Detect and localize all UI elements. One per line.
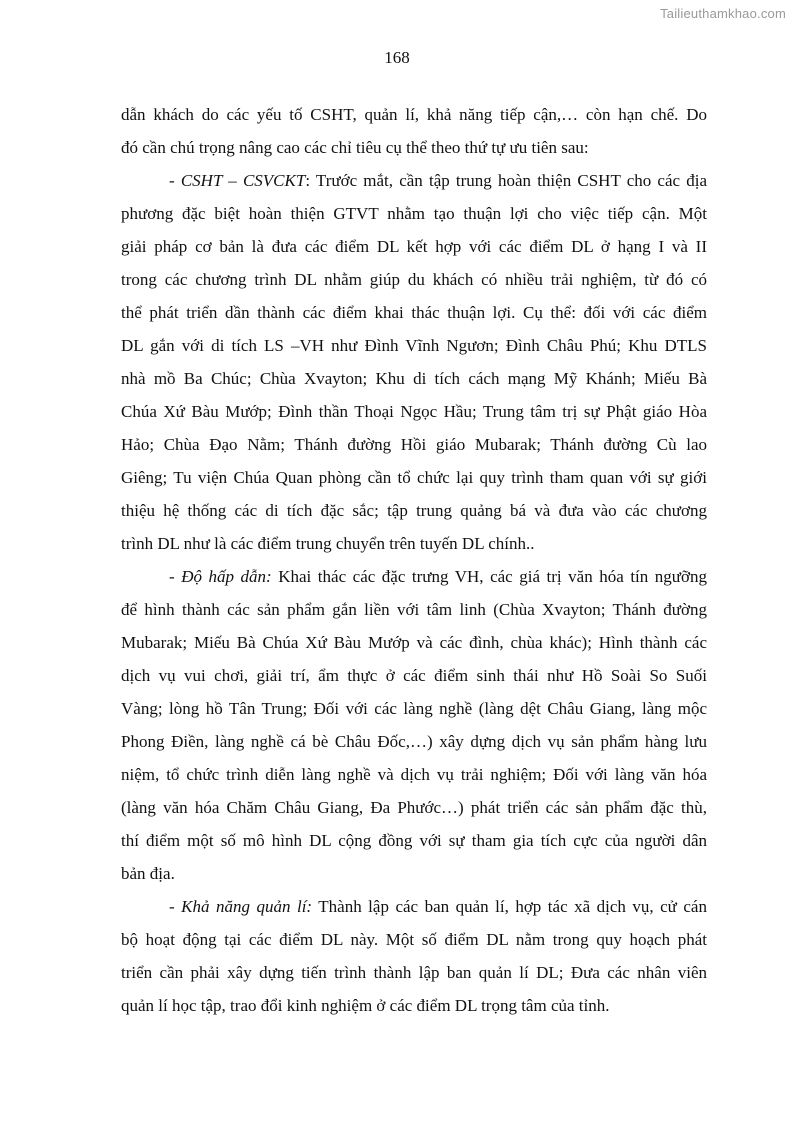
- paragraph-line: Mubarak; Miếu Bà Chúa Xứ Bàu Mướp và các đình, chùa khác); Hình thành các: [121, 633, 707, 652]
- section-heading: Khả năng quản lí:: [181, 897, 313, 916]
- body-text: [121, 98, 707, 1022]
- paragraph-line: Giêng; Tu viện Chúa Quan phòng cần tổ chức lại quy trình tham quan với sự giới: [121, 468, 707, 487]
- paragraph-line: thí điểm một số mô hình DL cộng đồng với sự tham gia tích cực của người dân: [121, 831, 707, 850]
- paragraph-line: bộ hoạt động tại các điểm DL này. Một số điểm DL nằm trong quy hoạch phát: [121, 930, 707, 949]
- paragraph-line: niệm, tổ chức trình diễn làng nghề và dịch vụ trải nghiệm; Đối với làng văn hóa: [121, 765, 707, 784]
- paragraph-text: Khai thác các đặc trưng VH, các giá trị văn hóa tín ngưỡng: [271, 567, 707, 586]
- paragraph-line: DL gắn với di tích LS –VH như Đình Vĩnh Ngươn; Đình Châu Phú; Khu DTLS: [121, 336, 707, 355]
- paragraph-line: Vàng; lòng hồ Tân Trung; Đối với các làng nghề (làng dệt Châu Giang, làng mộc: [121, 699, 707, 718]
- section-heading-line: - Độ hấp dẫn: Khai thác các đặc trưng VH, các giá trị văn hóa tín ngưỡng: [169, 567, 707, 586]
- paragraph-line: quản lí học tập, trao đổi kinh nghiệm ở các điểm DL trọng tâm của tỉnh.: [121, 996, 610, 1015]
- paragraph-line: dẫn khách do các yếu tố CSHT, quản lí, khả năng tiếp cận,… còn hạn chế. Do: [121, 105, 707, 124]
- paragraph-line: trình DL như là các điểm trung chuyển trên tuyến DL chính..: [121, 534, 535, 553]
- section-heading: Độ hấp dẫn:: [181, 567, 272, 586]
- section-heading-line: - CSHT – CSVCKT: Trước mắt, cần tập trung hoàn thiện CSHT cho các địa: [169, 171, 708, 190]
- watermark: Tailieuthamkhao.com: [660, 6, 786, 21]
- paragraph-line: phương đặc biệt hoàn thiện GTVT nhằm tạo thuận lợi cho việc tiếp cận. Một: [121, 204, 707, 223]
- paragraph-line: (làng văn hóa Chăm Châu Giang, Đa Phước…) phát triển các sản phẩm đặc thù,: [121, 798, 707, 817]
- paragraph-line: Chúa Xứ Bàu Mướp; Đình thần Thoại Ngọc Hầu; Trung tâm trị sự Phật giáo Hòa: [121, 402, 707, 421]
- paragraph-line: trong các chương trình DL nhằm giúp du khách có nhiều trải nghiệm, từ đó có: [121, 270, 707, 289]
- paragraph-line: đó cần chú trọng nâng cao các chỉ tiêu cụ thể theo thứ tự ưu tiên sau:: [121, 138, 589, 157]
- paragraph-line: nhà mồ Ba Chúc; Chùa Xvayton; Khu di tích cách mạng Mỹ Khánh; Miếu Bà: [121, 369, 707, 388]
- section-heading-line: - Khả năng quản lí: Thành lập các ban quản lí, hợp tác xã dịch vụ, cử cán: [169, 897, 707, 916]
- page-number: 168: [384, 48, 410, 67]
- paragraph-line: giải pháp cơ bản là đưa các điểm DL kết hợp với các điểm DL ở hạng I và II: [121, 237, 707, 256]
- paragraph-line: Phong Điền, làng nghề cá bè Châu Đốc,…) xây dựng dịch vụ sản phẩm hàng lưu: [121, 732, 707, 751]
- paragraph-line: Hảo; Chùa Đạo Nằm; Thánh đường Hồi giáo Mubarak; Thánh đường Cù lao: [121, 435, 707, 454]
- paragraph-text: : Trước mắt, cần tập trung hoàn thiện CSHT cho các địa: [305, 171, 708, 190]
- paragraph-line: triển cần phải xây dựng tiến trình thành lập ban quản lí DL; Đưa các nhân viên: [121, 963, 707, 982]
- paragraph-line: dịch vụ vui chơi, giải trí, ẩm thực ở các điểm sinh thái như Hồ Soài So Suối: [121, 666, 707, 685]
- paragraph-line: bản địa.: [121, 864, 175, 883]
- paragraph-line: thiệu hệ thống các di tích đặc sắc; tập trung quảng bá và đưa vào các chương: [121, 501, 707, 520]
- paragraph-text: Thành lập các ban quản lí, hợp tác xã dịch vụ, cử cán: [312, 897, 707, 916]
- paragraph-line: thể phát triển dần thành các điểm khai thác thuận lợi. Cụ thể: đối với các điểm: [121, 303, 707, 322]
- section-heading: CSHT – CSVCKT: [180, 171, 306, 190]
- paragraph-line: để hình thành các sản phẩm gắn liền với tâm linh (Chùa Xvayton; Thánh đường: [121, 600, 707, 619]
